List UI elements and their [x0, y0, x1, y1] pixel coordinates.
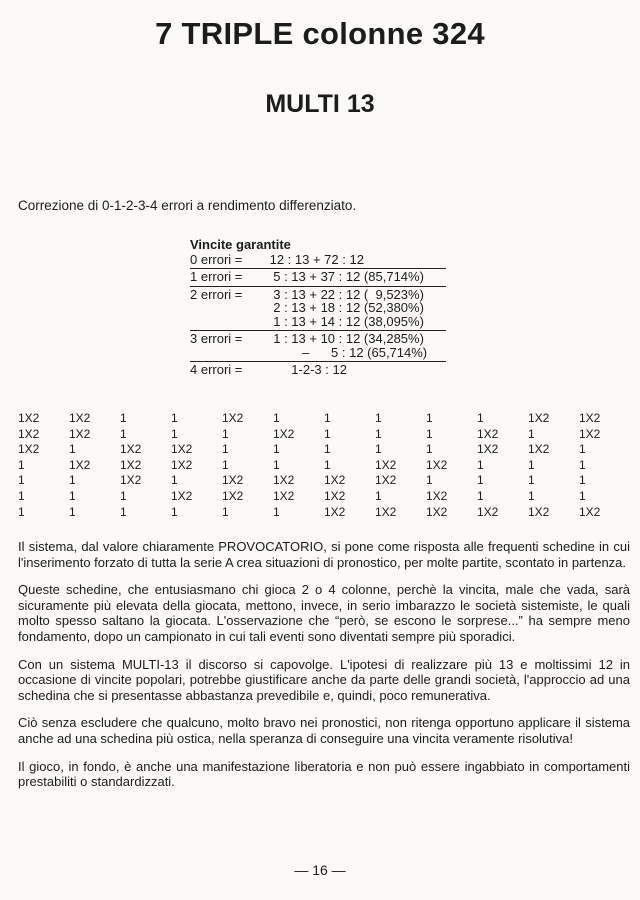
grid-cell: 1 — [528, 473, 535, 488]
grid-cell: 1 — [579, 442, 586, 457]
wins-row-value: – 5 : 12 (65,714%) — [266, 344, 428, 360]
wins-row — [190, 363, 446, 377]
grid-cell: 1 — [273, 442, 280, 457]
grid-cell: 1 — [18, 473, 25, 488]
grid-cell: 1X2 — [273, 488, 295, 503]
grid-cell: 1 — [171, 411, 178, 425]
grid-cell: 1 — [69, 473, 76, 488]
grid-cell: 1 — [324, 426, 331, 441]
intro-text: Correzione di 0-1-2-3-4 errori a rendimento differenziato. — [18, 198, 357, 213]
grid-cell: 1 — [120, 504, 127, 519]
wins-group — [190, 252, 446, 270]
wins-row-value: 1 : 13 + 10 : 12 (34,285%) — [266, 331, 424, 346]
guaranteed-wins-table — [190, 238, 446, 379]
wins-row-label: 0 errori = — [190, 251, 243, 267]
wins-group — [190, 269, 446, 287]
grid-cell: 1X2 — [579, 411, 601, 425]
grid-cell: 1 — [324, 457, 331, 472]
grid-cell: 1 — [579, 473, 586, 488]
wins-row-value: 3 : 13 + 22 : 12 ( 9,523%) — [266, 286, 424, 302]
wins-group — [190, 287, 446, 332]
wins-row-label: 4 errori = — [190, 362, 243, 377]
grid-cell: 1 — [222, 504, 229, 519]
grid-cell: 1X2 — [426, 457, 448, 472]
grid-cell: 1X2 — [375, 473, 397, 488]
grid-row — [18, 442, 630, 458]
grid-cell: 1 — [18, 488, 25, 503]
grid-cell: 1X2 — [528, 411, 550, 425]
page-title: 7 TRIPLE colonne 324 — [155, 16, 485, 51]
wins-row-value: 1-2-3 : 12 — [266, 362, 347, 377]
grid-cell: 1X2 — [324, 488, 346, 503]
wins-row — [190, 346, 446, 360]
grid-cell: 1 — [171, 426, 178, 441]
grid-cell: 1 — [426, 473, 433, 488]
wins-row — [190, 301, 446, 315]
grid-cell: 1X2 — [477, 504, 499, 519]
grid-cell: 1 — [222, 426, 229, 441]
wins-group — [190, 331, 446, 362]
grid-cell: 1X2 — [171, 457, 193, 472]
grid-cell: 1X2 — [528, 442, 550, 457]
grid-cell: 1X2 — [69, 426, 91, 441]
grid-cell: 1X2 — [120, 442, 142, 457]
grid-cell: 1X2 — [69, 411, 91, 425]
grid-cell: 1 — [477, 473, 484, 488]
grid-cell: 1X2 — [171, 488, 193, 503]
body-text — [18, 539, 630, 802]
paragraph: Ciò senza escludere che qualcuno, molto bravo nei pronostici, non ritenga opportuno applicare il sistema anche ad una schedina più ostica, nella speranza di conseguire una vincita veramente risolutiva! — [18, 715, 630, 746]
grid-row — [18, 411, 630, 427]
grid-cell: 1 — [324, 442, 331, 457]
grid-cell: 1X2 — [579, 504, 601, 519]
grid-cell: 1X2 — [273, 473, 295, 488]
grid-row — [18, 458, 630, 474]
wins-row-label — [190, 301, 266, 315]
page-subtitle: MULTI 13 — [265, 90, 375, 118]
grid-cell: 1 — [579, 488, 586, 503]
grid-cell: 1 — [18, 504, 25, 519]
paragraph: Con un sistema MULTI-13 il discorso si capovolge. L'ipotesi di realizzare più 13 e moltissimi 12 in occasione di vincite popolari, potrebbe giustificare anche da parte delle grandi società, l'approccio ad una schedina che si presentasse abbastanza prevedibile e, quindi, poco remunerativa. — [18, 656, 630, 703]
grid-cell: 1 — [426, 426, 433, 441]
grid-cell: 1X2 — [222, 411, 244, 425]
grid-cell: 1X2 — [18, 411, 40, 425]
grid-cell: 1 — [273, 504, 280, 519]
paragraph: Il sistema, dal valore chiaramente PROVOCATORIO, si pone come risposta alle frequenti schedine in cui l'inserimento forzato di tutta la serie A crea situazioni di pronostico, per molte partite, scontato in partenza. — [18, 539, 630, 570]
grid-cell: 1X2 — [324, 473, 346, 488]
grid-cell: 1X2 — [171, 442, 193, 457]
grid-row — [18, 489, 630, 505]
grid-cell: 1X2 — [477, 426, 499, 441]
wins-row-label: 3 errori = — [190, 331, 243, 346]
grid-cell: 1 — [528, 457, 535, 472]
grid-cell: 1X2 — [120, 457, 142, 472]
grid-cell: 1 — [426, 411, 433, 425]
wins-row-label — [190, 346, 266, 360]
grid-cell: 1 — [375, 411, 382, 425]
wins-row — [190, 315, 446, 329]
wins-row — [190, 253, 446, 267]
grid-cell: 1 — [477, 488, 484, 503]
grid-cell: 1 — [426, 442, 433, 457]
grid-cell: 1 — [528, 426, 535, 441]
wins-group — [190, 362, 446, 379]
wins-row-value: 5 : 13 + 37 : 12 (85,714%) — [266, 269, 424, 284]
grid-cell: 1X2 — [324, 504, 346, 519]
grid-cell: 1X2 — [426, 488, 448, 503]
grid-cell: 1 — [171, 473, 178, 488]
grid-cell: 1 — [273, 411, 280, 425]
grid-cell: 1X2 — [69, 457, 91, 472]
grid-cell: 1 — [375, 426, 382, 441]
page-number: — 16 — — [294, 862, 346, 878]
grid-cell: 1 — [528, 488, 535, 503]
wins-row-value: 2 : 13 + 18 : 12 (52,380%) — [266, 300, 424, 315]
grid-cell: 1X2 — [477, 442, 499, 457]
grid-cell: 1 — [69, 442, 76, 457]
grid-cell: 1 — [273, 457, 280, 472]
grid-cell: 1X2 — [120, 473, 142, 488]
grid-row — [18, 505, 630, 521]
grid-cell: 1 — [579, 457, 586, 472]
wins-row-label: 1 errori = — [190, 269, 243, 284]
wins-row-value: 12 : 13 + 72 : 12 — [266, 251, 364, 267]
grid-cell: 1 — [477, 457, 484, 472]
grid-cell: 1X2 — [579, 426, 601, 441]
paragraph: Il gioco, in fondo, è anche una manifestazione liberatoria e non può essere ingabbiato in comportamenti prestabiliti o standardizzati. — [18, 758, 630, 790]
wins-row — [190, 270, 446, 284]
grid-cell: 1X2 — [222, 473, 244, 488]
grid-cell: 1 — [222, 457, 229, 472]
wins-row-label: 2 errori = — [190, 286, 243, 302]
grid-cell: 1X2 — [18, 442, 40, 457]
grid-cell: 1 — [18, 457, 25, 472]
grid-cell: 1 — [375, 488, 382, 503]
wins-row — [190, 288, 446, 302]
columns-grid — [18, 411, 630, 520]
grid-cell: 1 — [69, 488, 76, 503]
grid-row — [18, 473, 630, 489]
grid-cell: 1 — [324, 411, 331, 425]
grid-cell: 1 — [375, 442, 382, 457]
guaranteed-wins-heading: Vincite garantite — [190, 237, 291, 252]
grid-cell: 1X2 — [426, 504, 448, 519]
grid-cell: 1X2 — [375, 457, 397, 472]
grid-row — [18, 427, 630, 443]
paragraph: Queste schedine, che entusiasmano chi gioca 2 o 4 colonne, perchè la vincita, male che vada, sarà sicuramente più elevata della giocata, mettono, invece, in serio imbarazzo le società sistemiste, le quali molto spesso saltano la giocata. L'osservazione che “però, se escono le sorprese...” ha sempre meno fondamento, dopo un campionato in cui tali eventi sono diventati sempre più sporadici. — [18, 582, 630, 644]
grid-cell: 1 — [120, 488, 127, 503]
wins-row-label — [190, 315, 266, 329]
grid-cell: 1X2 — [18, 426, 40, 441]
grid-cell: 1 — [69, 504, 76, 519]
wins-row — [190, 332, 446, 346]
grid-cell: 1 — [222, 442, 229, 457]
grid-cell: 1X2 — [222, 488, 244, 503]
grid-cell: 1 — [120, 411, 127, 425]
grid-cell: 1 — [477, 411, 484, 425]
wins-row-value: 1 : 13 + 14 : 12 (38,095%) — [266, 313, 424, 329]
grid-cell: 1 — [171, 504, 178, 519]
grid-cell: 1 — [120, 426, 127, 441]
grid-cell: 1X2 — [528, 504, 550, 519]
grid-cell: 1X2 — [273, 426, 295, 441]
grid-cell: 1X2 — [375, 504, 397, 519]
